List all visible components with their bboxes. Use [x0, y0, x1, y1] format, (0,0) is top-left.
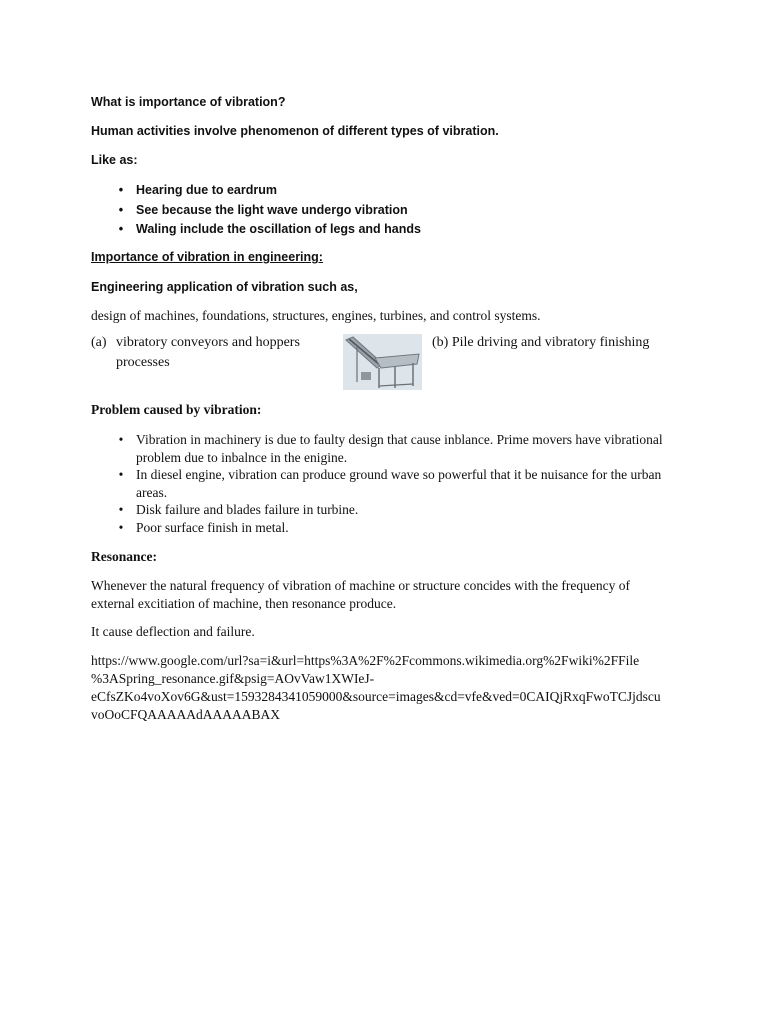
bullet-icon: •	[118, 202, 124, 217]
list-item	[91, 181, 421, 201]
conveyor-illustration	[343, 334, 422, 390]
resonance-paragraph	[91, 577, 630, 613]
bullet-icon: •	[118, 432, 124, 447]
list-item	[91, 431, 711, 466]
list-item-text: See because the light wave undergo vibration	[136, 202, 408, 217]
list-item-text: areas.	[136, 484, 168, 500]
bullet-icon: •	[118, 502, 124, 517]
list-item	[91, 466, 711, 501]
list-item	[91, 501, 711, 519]
like-list	[91, 181, 421, 240]
list-item-text: Waling include the oscillation of legs and hands	[136, 222, 421, 236]
like-as-text: Like as:	[91, 153, 138, 167]
url-line-4: voOoCFQAAAAAdAAAAABAX	[91, 707, 281, 722]
list-item-text: Vibration in machinery is due to faulty design that cause inblance. Prime movers have vibrational	[136, 432, 663, 447]
list-item	[91, 220, 421, 240]
list-item-text: Hearing due to eardrum	[136, 183, 277, 197]
list-item-text: Poor surface finish in metal.	[136, 519, 289, 535]
item-a-line2: processes	[116, 355, 170, 370]
heading-problem: Problem caused by vibration:	[91, 402, 262, 417]
resonance-line-1: Whenever the natural frequency of vibration of machine or structure concides with the frequency of	[91, 578, 631, 593]
item-a-line1: vibratory conveyors and hoppers	[116, 335, 300, 350]
url-line-2: %3ASpring_resonance.gif&psig=AOvVaw1XWIeJ-	[91, 671, 375, 686]
heading-importance: What is importance of vibration?	[91, 95, 286, 109]
resonance-line-2: external excitiation of machine, then resonance produce.	[91, 596, 397, 611]
url-line-3: eCfsZKo4voXov6G&ust=1593284341059000&source=images&cd=vfe&ved=0CAIQjRxqFwoTCJjdscu	[91, 689, 661, 704]
deflection-text: It cause deflection and failure.	[91, 624, 255, 639]
human-activities-text: Human activities involve phenomenon of different types of vibration.	[91, 124, 499, 138]
source-url	[91, 652, 691, 724]
bullet-icon: •	[118, 467, 124, 482]
url-line-1: https://www.google.com/url?sa=i&url=https%3A%2F%2Fcommons.wikimedia.org%2Fwiki%2FFile	[91, 653, 640, 668]
conveyor-image	[343, 334, 422, 390]
design-line: design of machines, foundations, structures, engines, turbines, and control systems.	[91, 308, 541, 323]
heading-resonance: Resonance:	[91, 549, 157, 564]
bullet-icon: •	[118, 519, 124, 535]
item-a-marker: (a)	[91, 335, 107, 350]
engineering-application-text: Engineering application of vibration such as,	[91, 280, 358, 294]
heading-engineering: Importance of vibration in engineering:	[91, 250, 323, 264]
problem-list	[91, 431, 711, 536]
item-b-text: (b) Pile driving and vibratory finishing	[432, 335, 650, 350]
list-item-text: Disk failure and blades failure in turbine.	[136, 502, 359, 517]
bullet-icon: •	[118, 183, 124, 197]
list-item-text: In diesel engine, vibration can produce ground wave so powerful that it be nuisance for the urban	[136, 467, 662, 482]
list-item-text: problem due to inbalnce in the enigine.	[136, 449, 348, 465]
list-item	[91, 201, 421, 221]
bullet-icon: •	[118, 222, 124, 236]
list-item	[91, 519, 711, 537]
